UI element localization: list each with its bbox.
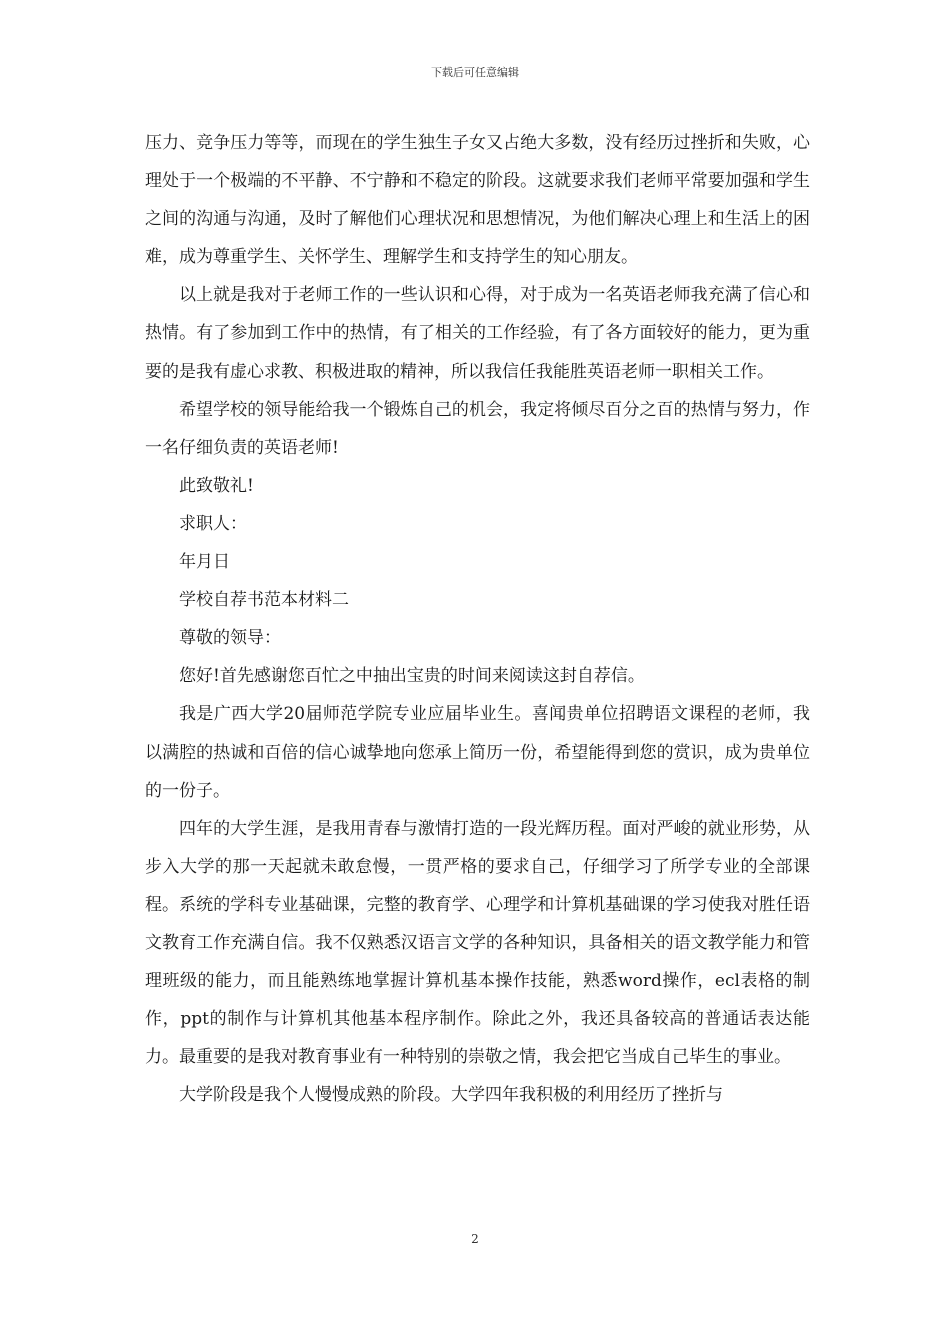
greeting: 尊敬的领导： xyxy=(179,628,281,649)
paragraph-maturity: 大学阶段是我个人慢慢成熟的阶段。大学四年我积极的利用经历了挫折与 xyxy=(179,1085,723,1106)
opening-line: 您好!首先感谢您百忙之中抽出宝贵的时间来阅读这封自荐信。 xyxy=(179,666,645,687)
paragraph-2: 以上就是我对于老师工作的一些认识和心得，对于成为一名英语老师我充满了信心和热情。有了参加到工作中的热情，有了相关的工作经验，有了各方面较好的能力，更为重要的是我有虚心求教、积极进取的精神，所以我信任我能胜英语老师一职相关工作。 xyxy=(145,285,810,382)
document-body xyxy=(145,124,810,1114)
page-header: 下载后可任意编辑 xyxy=(431,66,519,79)
paragraph-3: 希望学校的领导能给我一个锻炼自己的机会，我定将倾尽百分之百的热情与努力，作一名仔细负责的英语老师! xyxy=(145,399,810,458)
section-title: 学校自荐书范本材料二 xyxy=(179,590,349,611)
date-line: 年月日 xyxy=(179,552,230,573)
page-number: 2 xyxy=(471,1232,479,1246)
applicant-label: 求职人： xyxy=(179,513,247,534)
closing-salutation: 此致敬礼! xyxy=(179,475,254,496)
paragraph-intro: 我是广西大学20届师范学院专业应届毕业生。喜闻贵单位招聘语文课程的老师，我以满腔的热诚和百倍的信心诚挚地向您承上简历一份，希望能得到您的赏识，成为贵单位的一份子。 xyxy=(145,704,810,801)
paragraph-1: 压力、竞争压力等等，而现在的学生独生子女又占绝大多数，没有经历过挫折和失败，心理处于一个极端的不平静、不宁静和不稳定的阶段。这就要求我们老师平常要加强和学生之间的沟通与沟通，及时了解他们心理状况和思想情况，为他们解决心理上和生活上的困难，成为尊重学生、关怀学生、理解学生和支持学生的知心朋友。 xyxy=(145,133,810,268)
paragraph-university: 四年的大学生涯，是我用青春与激情打造的一段光辉历程。面对严峻的就业形势，从步入大学的那一天起就未敢怠慢，一贯严格的要求自己，仔细学习了所学专业的全部课程。系统的学科专业基础课，完整的教育学、心理学和计算机基础课的学习使我对胜任语文教育工作充满自信。我不仅熟悉汉语言文学的各种知识，具备相关的语文教学能力和管理班级的能力，而且能熟练地掌握计算机基本操作技能，熟悉word操作，ecl表格的制作，ppt的制作与计算机其他基本程序制作。除此之外，我还具备较高的普通话表达能力。最重要的是我对教育事业有一种特别的崇敬之情，我会把它当成自己毕生的事业。 xyxy=(145,818,810,1068)
